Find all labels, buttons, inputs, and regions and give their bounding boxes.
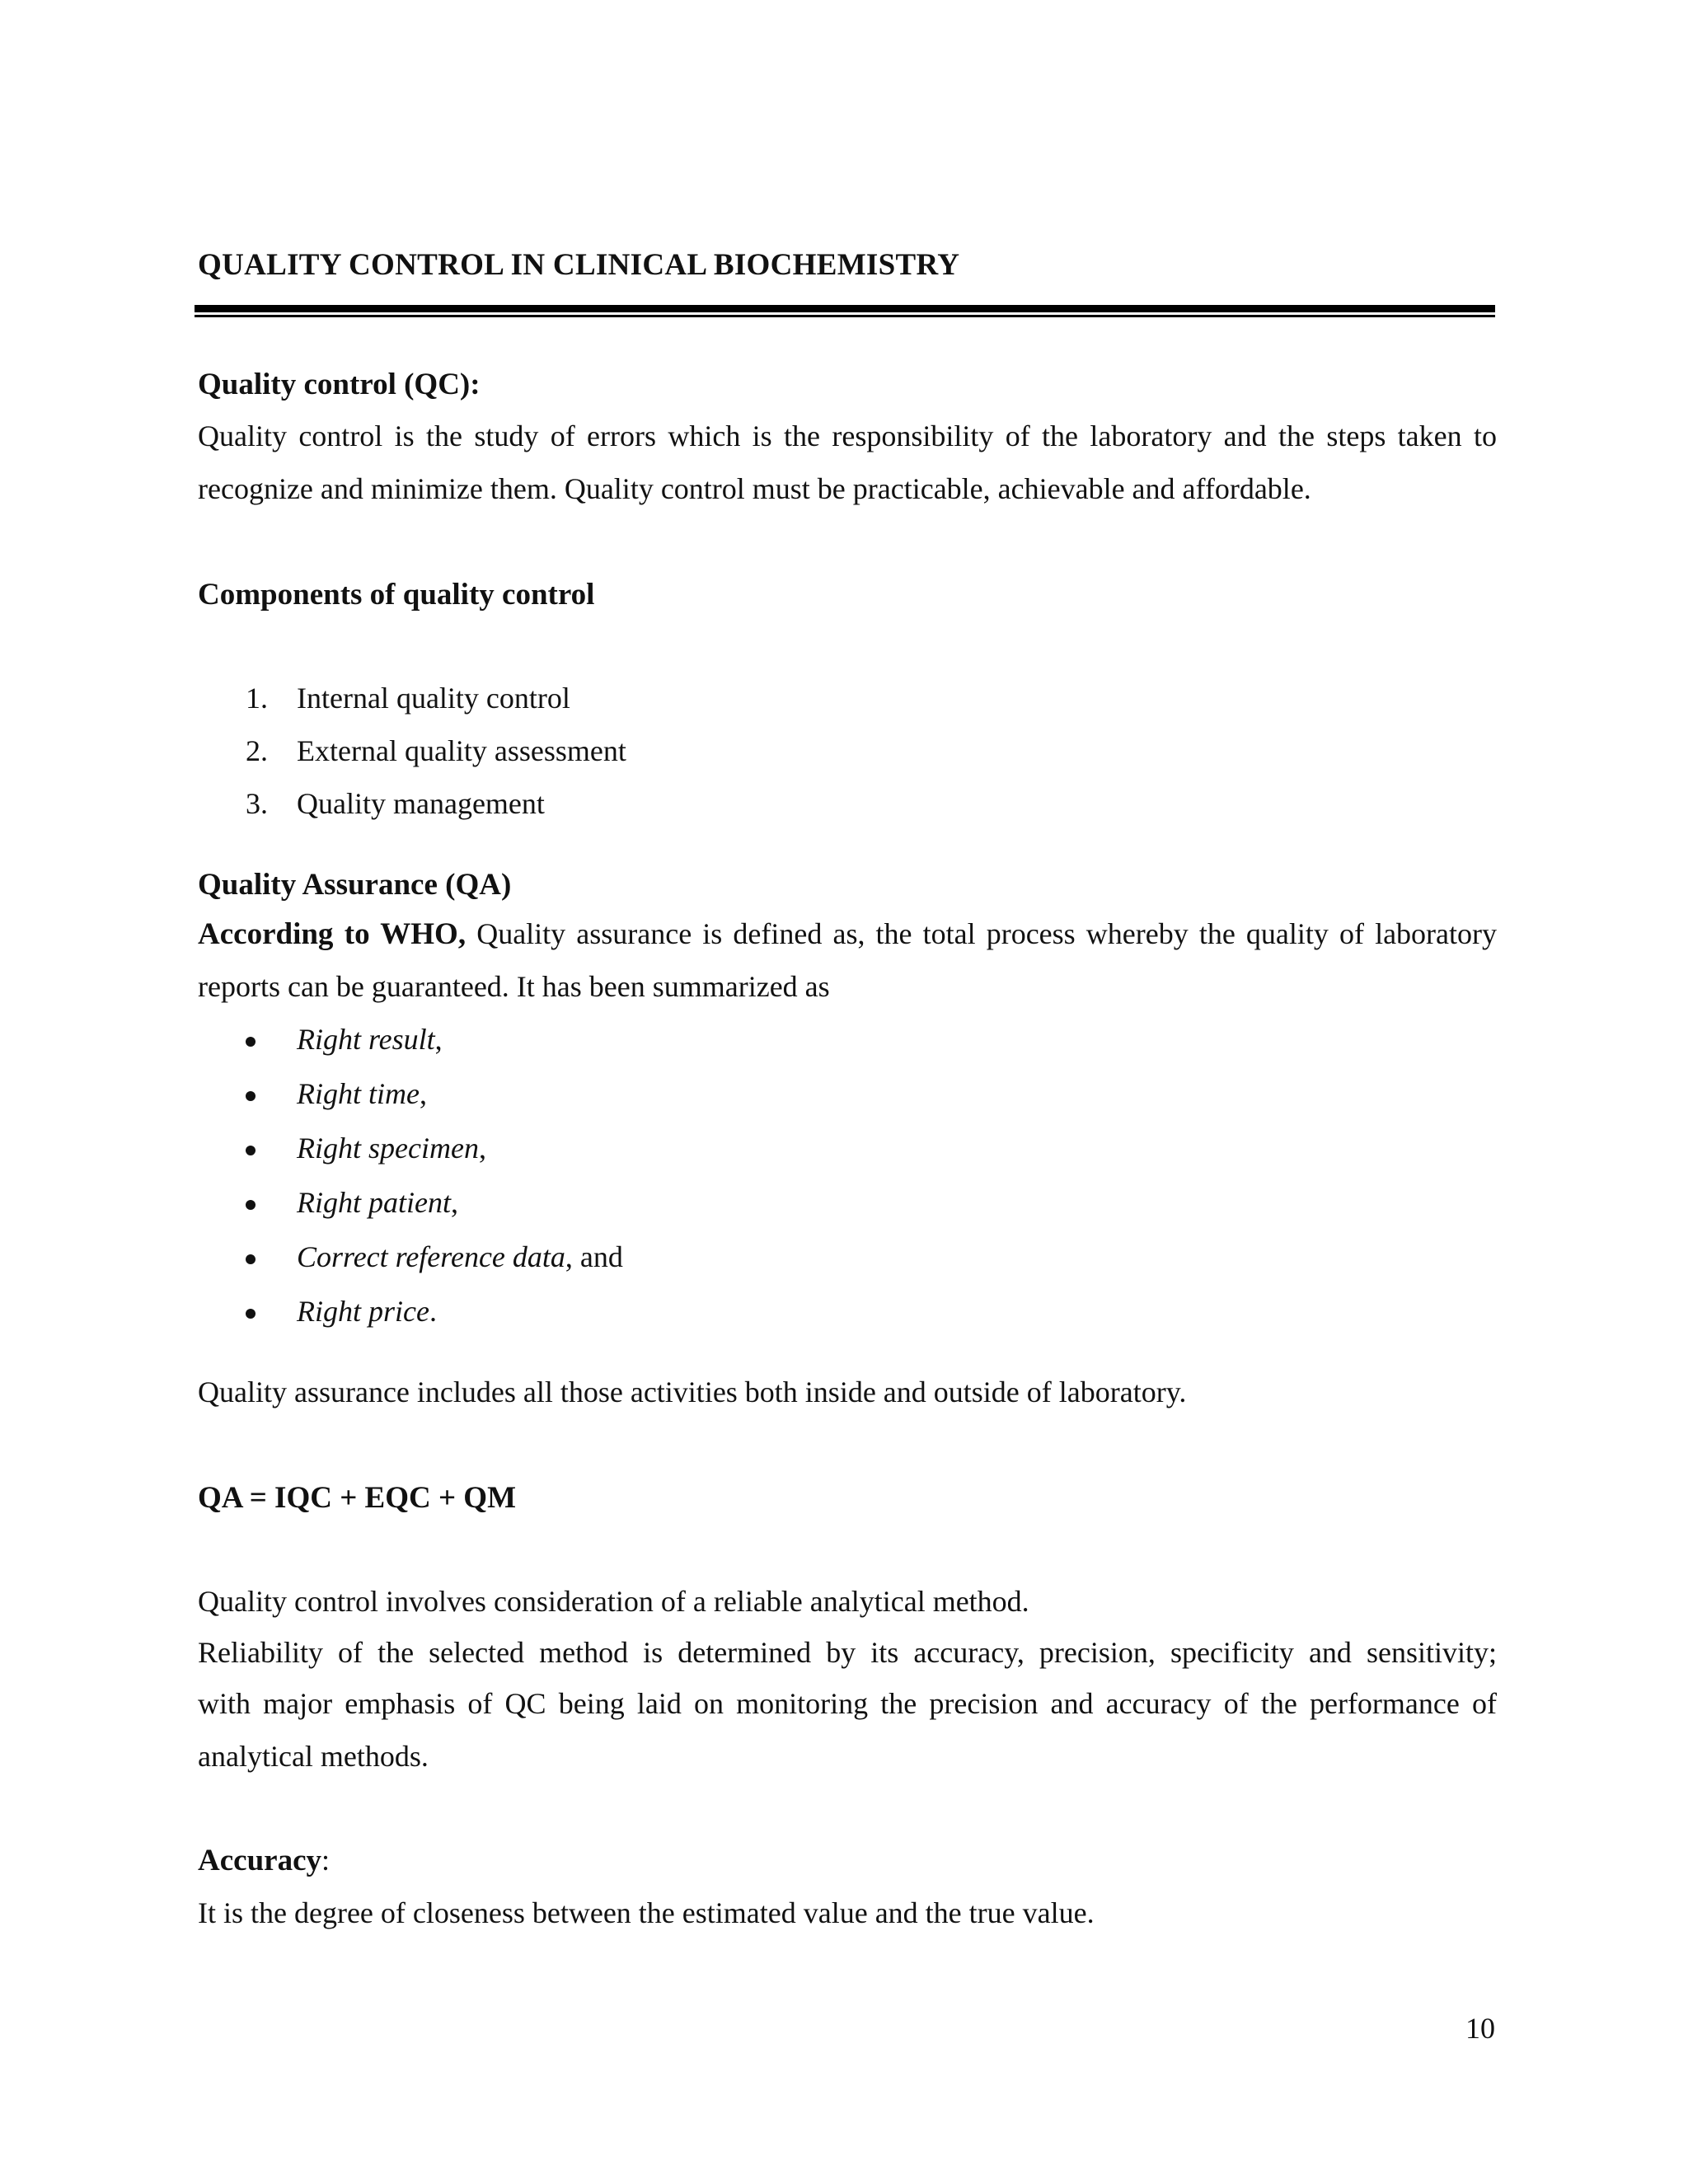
qa-heading: Quality Assurance (QA)	[198, 868, 512, 902]
qa-line-1-rest: Quality assurance is defined as, the total process whereby the quality of laboratory	[476, 917, 1498, 950]
components-item-1-number: 1.	[246, 682, 268, 715]
reliability-line-2: Reliability of the selected method is determined by its accuracy, precision, specificity and sensitivity;	[198, 1636, 1497, 1669]
reliability-line-3: with major emphasis of QC being laid on monitoring the precision and accuracy of the performance of	[198, 1687, 1497, 1720]
qa-bullet-6: Right price.	[297, 1295, 437, 1328]
components-item-1-text: Internal quality control	[297, 682, 570, 715]
components-heading: Components of quality control	[198, 578, 595, 612]
qa-paragraph-line-1	[198, 916, 1497, 952]
components-item-2-text: External quality assessment	[297, 734, 626, 767]
qc-heading: Quality control (QC):	[198, 368, 481, 401]
page-title: QUALITY CONTROL IN CLINICAL BIOCHEMISTRY	[198, 248, 960, 282]
qa-bullet-4: Right patient,	[297, 1186, 458, 1219]
bullet-icon	[246, 1254, 256, 1264]
qa-summary: Quality assurance includes all those activities both inside and outside of laboratory.	[198, 1376, 1187, 1408]
bullet-icon	[246, 1200, 256, 1210]
components-item-2-number: 2.	[246, 734, 268, 767]
bullet-icon	[246, 1037, 256, 1047]
accuracy-heading: Accuracy:	[198, 1844, 331, 1877]
accuracy-definition: It is the degree of closeness between the estimated value and the true value.	[198, 1896, 1095, 1929]
bullet-icon	[246, 1309, 256, 1319]
bullet-icon	[246, 1146, 256, 1155]
components-item-3-number: 3.	[246, 787, 268, 820]
qa-bullet-1: Right result,	[297, 1023, 443, 1056]
page-number: 10	[1465, 2012, 1495, 2045]
qa-bullet-2: Right time,	[297, 1077, 427, 1110]
qa-bullet-3: Right specimen,	[297, 1132, 486, 1165]
qa-lead-bold: According to WHO,	[198, 917, 467, 951]
bullet-icon	[246, 1091, 256, 1101]
qc-paragraph-line-2: recognize and minimize them. Quality control must be practicable, achievable and affordable.	[198, 472, 1311, 505]
qa-bullet-5: Correct reference data, and	[297, 1240, 623, 1273]
reliability-line-1: Quality control involves consideration of a reliable analytical method.	[198, 1585, 1029, 1618]
reliability-line-4: analytical methods.	[198, 1740, 429, 1773]
title-rule-thin	[195, 315, 1495, 317]
qa-paragraph-line-2: reports can be guaranteed. It has been summarized as	[198, 970, 830, 1003]
title-rule-thick	[195, 305, 1495, 312]
qa-formula: QA = IQC + EQC + QM	[198, 1481, 516, 1515]
components-item-3-text: Quality management	[297, 787, 545, 820]
qc-paragraph-line-1: Quality control is the study of errors which is the responsibility of the laboratory and the steps taken to	[198, 419, 1497, 452]
